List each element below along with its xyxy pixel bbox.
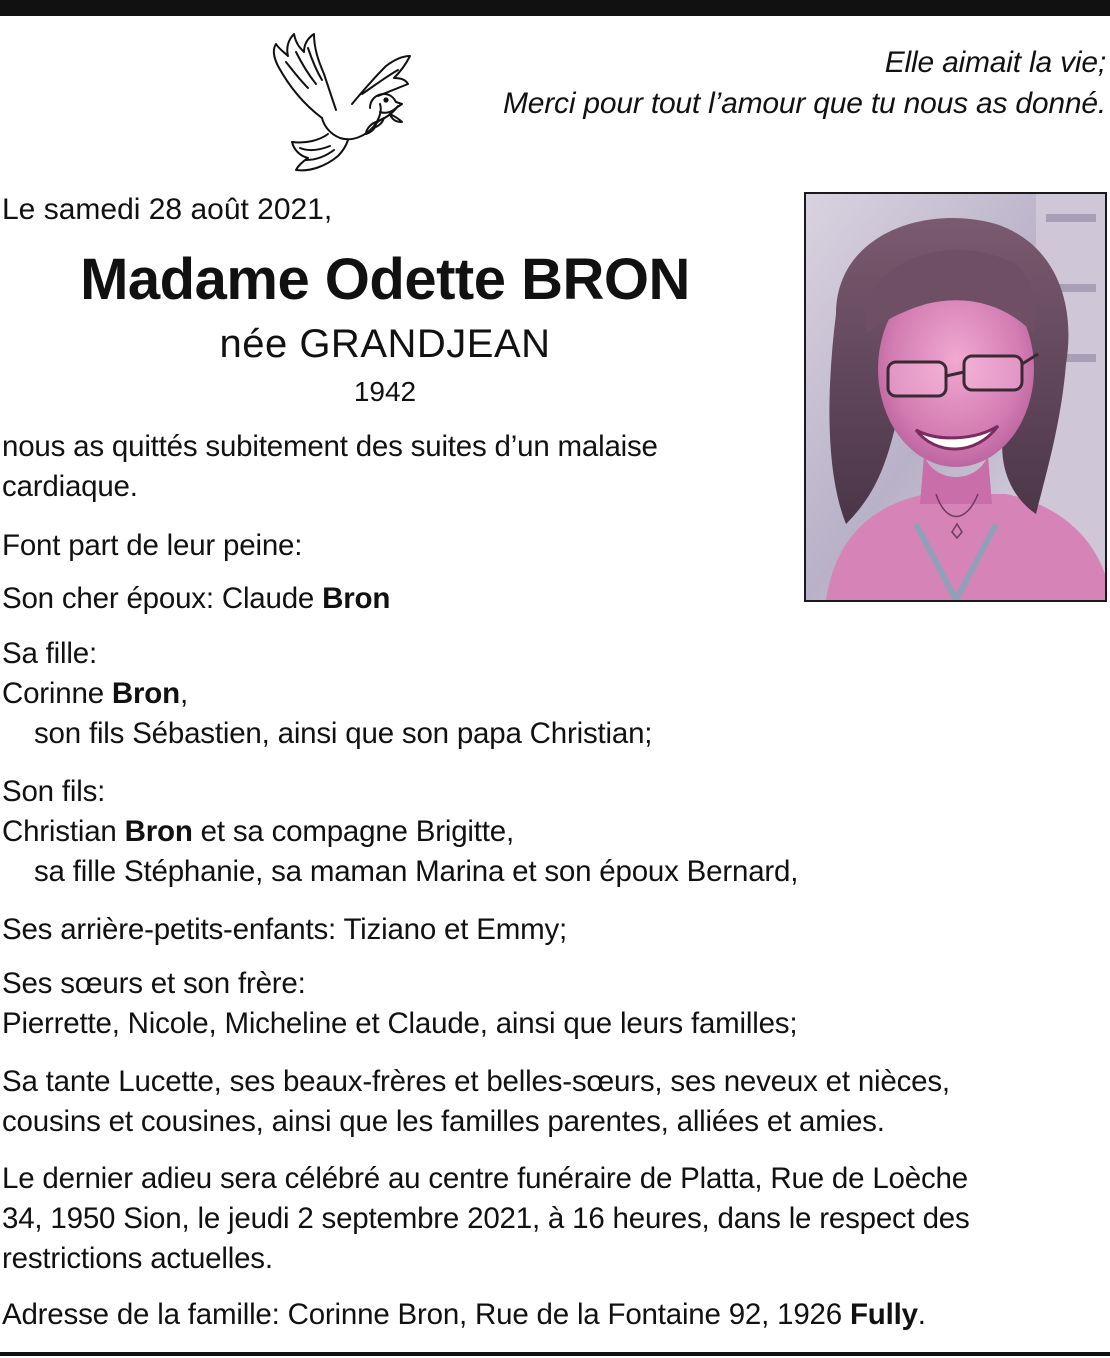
- daughter-first-name: Corinne: [2, 677, 112, 710]
- address-text: Adresse de la famille: Corinne Bron, Rue de la Fontaine 92, 1926: [2, 1298, 850, 1331]
- epigraph-line: Merci pour tout l’amour que tu nous as donné.: [502, 87, 1106, 120]
- siblings-names: Pierrette, Nicole, Micheline et Claude, ainsi que leurs familles;: [2, 1007, 798, 1040]
- ceremony-line: Le dernier adieu sera célébré au centre funéraire de Platta, Rue de Loèche: [2, 1162, 968, 1195]
- spouse-line: [2, 579, 1108, 619]
- intro-paragraph: [2, 427, 1108, 507]
- intro-line: nous as quittés subitement des suites d’un malaise: [2, 430, 658, 463]
- epigraph-line: Elle aimait la vie;: [884, 46, 1106, 79]
- ceremony-paragraph: [2, 1159, 1108, 1279]
- daughter-block: [2, 634, 1108, 754]
- great-grandchildren-line: [2, 910, 1108, 950]
- son-first-name: Christian: [2, 815, 125, 848]
- son-block: [2, 772, 1108, 892]
- ceremony-line: restrictions actuelles.: [2, 1242, 273, 1275]
- relatives-line: cousins et cousines, ainsi que les familles parentes, alliées et amies.: [2, 1105, 885, 1138]
- siblings-block: [2, 964, 1108, 1044]
- address-suffix: .: [917, 1298, 926, 1331]
- mourners-heading-text: Font part de leur peine:: [2, 529, 303, 562]
- daughter-suffix: ,: [179, 677, 188, 710]
- relatives-line: Sa tante Lucette, ses beaux-frères et belles-sœurs, ses neveux et nièces,: [2, 1065, 950, 1098]
- spouse-prefix: Son cher époux: Claude: [2, 582, 323, 615]
- deceased-name: Madame Odette BRON: [80, 247, 690, 312]
- top-rule: [0, 0, 1110, 16]
- son-family: sa fille Stéphanie, sa maman Marina et son époux Bernard,: [34, 855, 799, 888]
- son-surname: Bron: [124, 815, 193, 848]
- address-city: Fully: [849, 1298, 918, 1331]
- dove-icon: [266, 26, 418, 174]
- date-line: Le samedi 28 août 2021,: [2, 193, 333, 226]
- daughter-family: son fils Sébastien, ainsi que son papa Christian;: [34, 717, 653, 750]
- epigraph: [426, 42, 1106, 124]
- ceremony-line: 34, 1950 Sion, le jeudi 2 septembre 2021, à 16 heures, dans le respect des: [2, 1202, 970, 1235]
- intro-line: cardiaque.: [2, 470, 138, 503]
- family-address: [2, 1295, 1108, 1335]
- great-grandchildren-text: Ses arrière-petits-enfants: Tiziano et Emmy;: [2, 913, 568, 946]
- maiden-name: née GRANDJEAN: [219, 322, 551, 366]
- bottom-rule: [0, 1352, 1110, 1356]
- daughter-heading: Sa fille:: [2, 637, 97, 670]
- siblings-heading: Ses sœurs et son frère:: [2, 967, 306, 1000]
- son-suffix: et sa compagne Brigitte,: [192, 815, 514, 848]
- daughter-surname: Bron: [111, 677, 180, 710]
- son-heading: Son fils:: [2, 775, 106, 808]
- spouse-surname: Bron: [322, 582, 391, 615]
- relatives-block: [2, 1062, 1108, 1142]
- birth-year: 1942: [353, 376, 417, 407]
- mourners-heading: [2, 526, 1108, 566]
